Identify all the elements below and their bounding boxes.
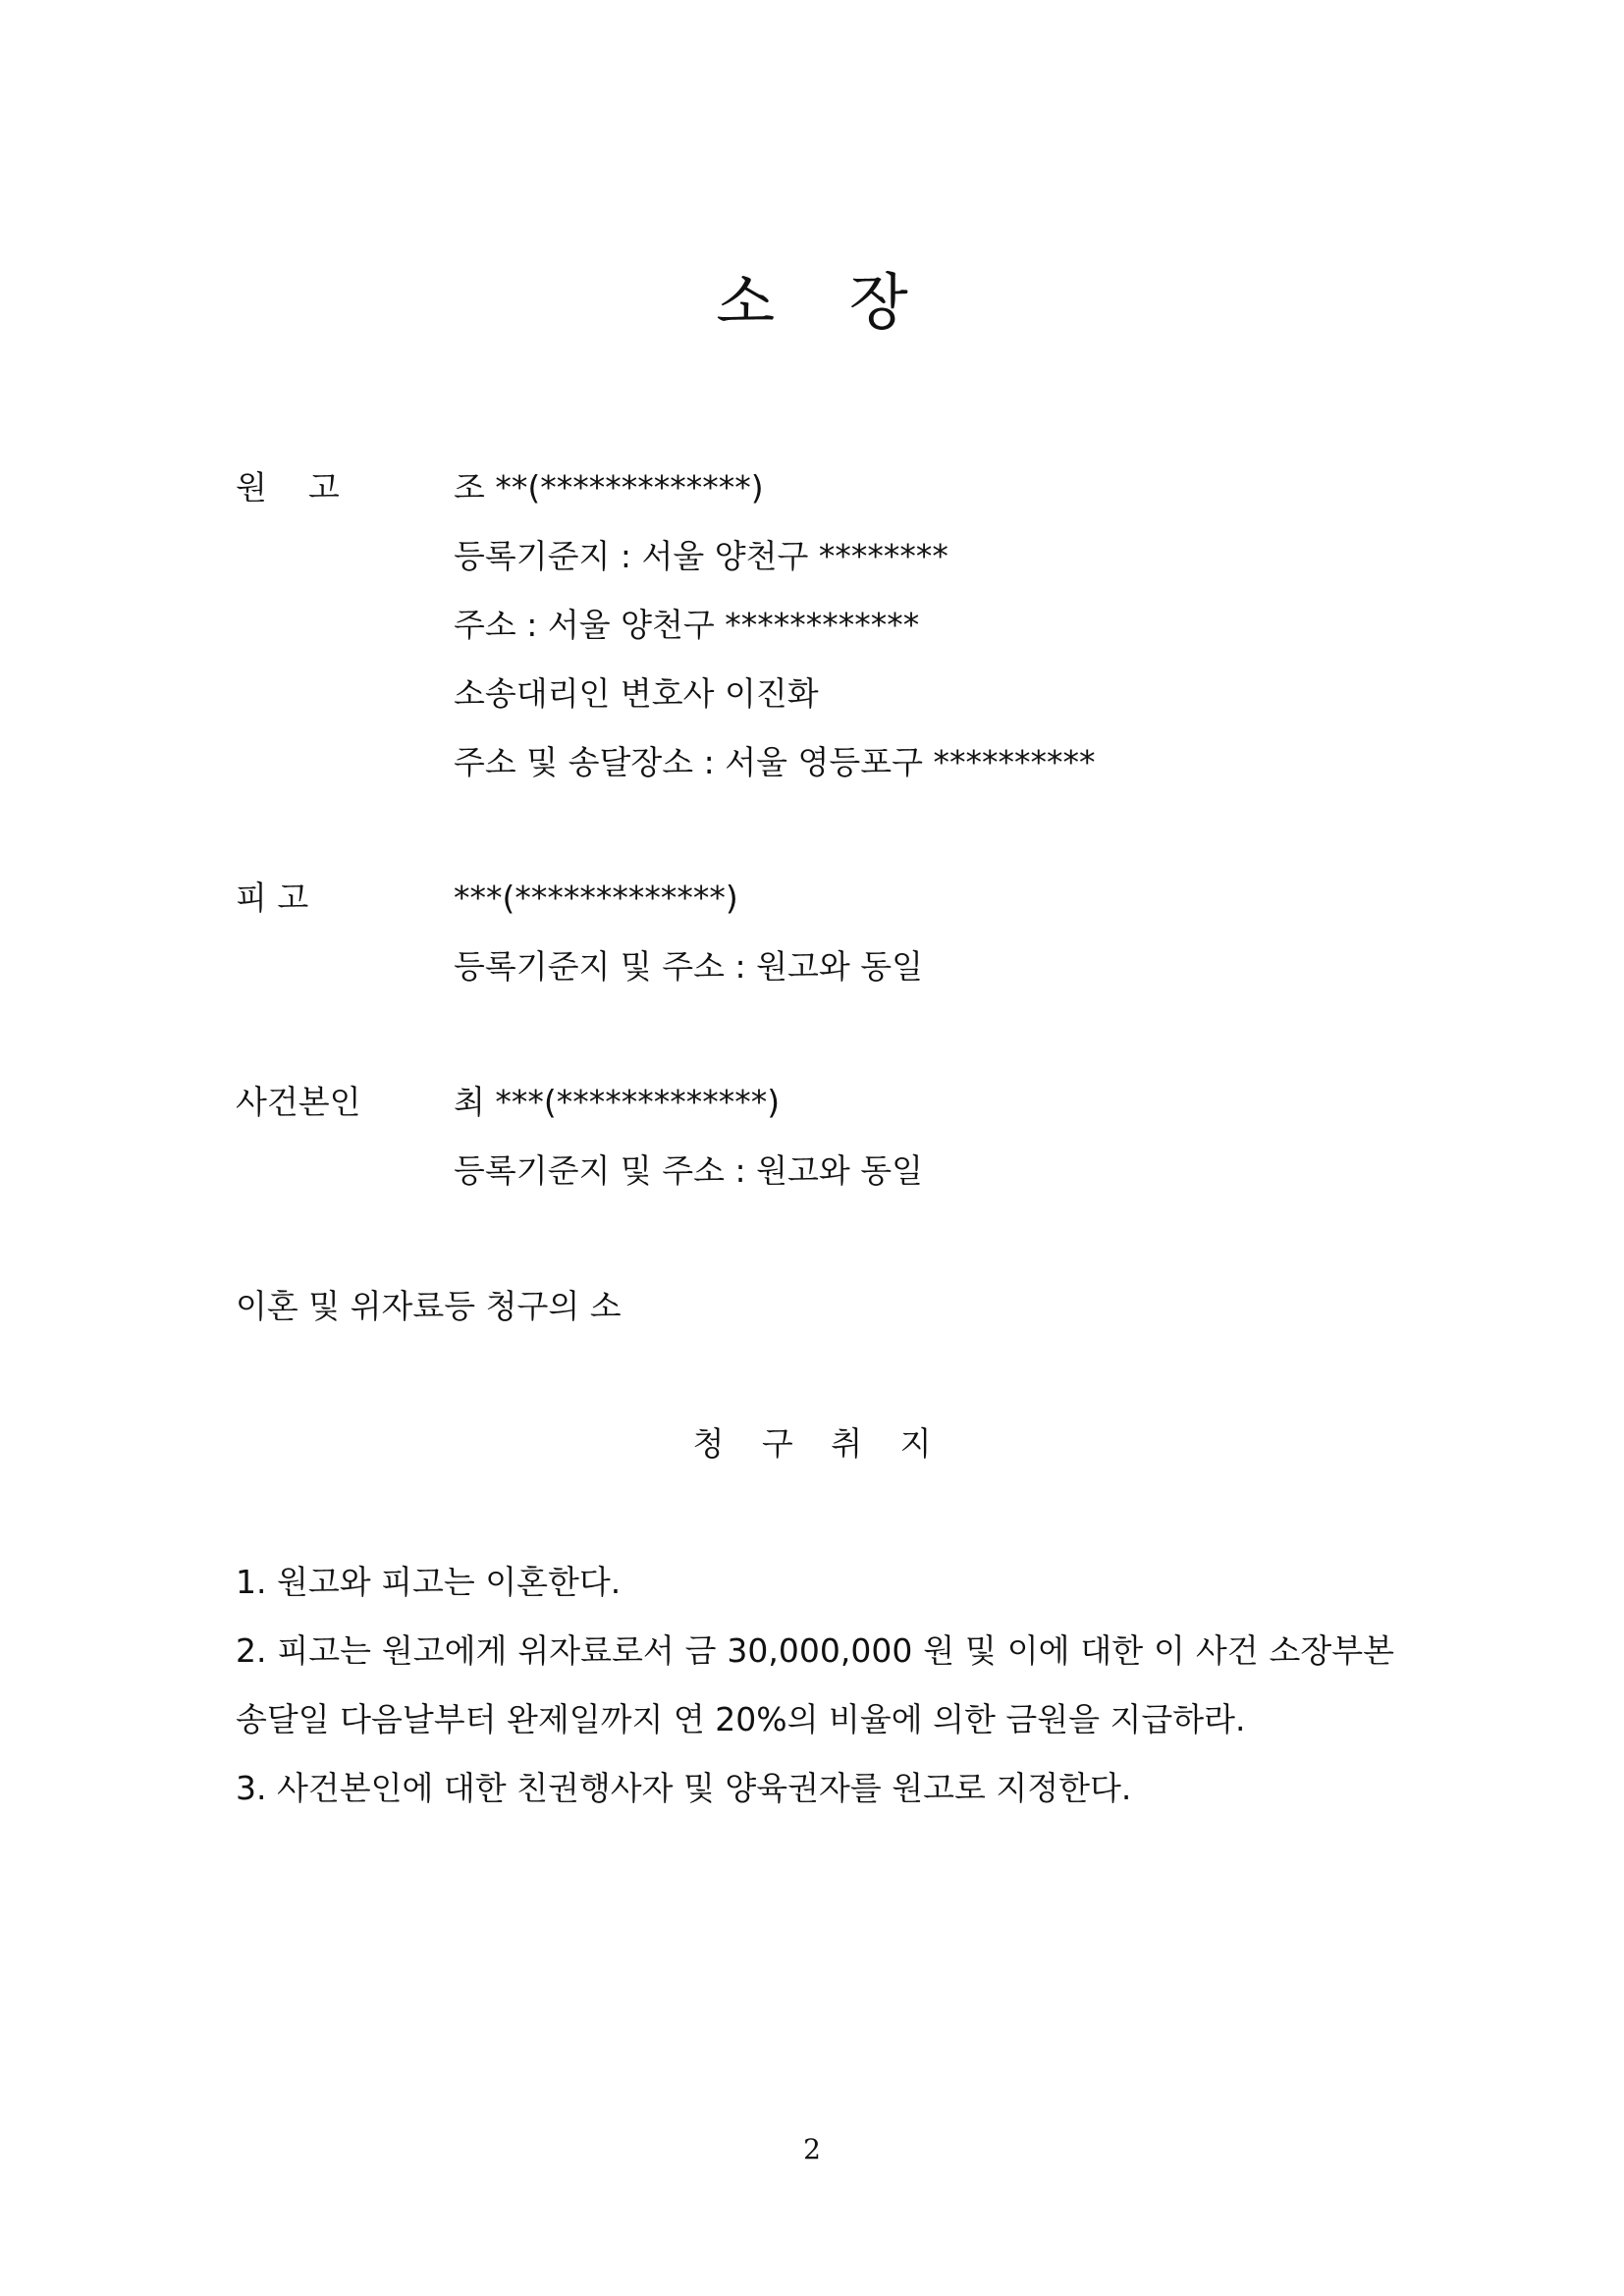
party-line: 등록기준지 및 주소 : 원고와 동일: [454, 947, 923, 986]
party-line: 주소 및 송달장소 : 서울 영등포구 **********: [454, 743, 1096, 781]
party-role-subject: 사건본인: [236, 1083, 361, 1121]
party-role-plaintiff: 원 고: [236, 468, 340, 507]
party-details-subject: [454, 1068, 923, 1205]
claim-item: 2. 피고는 원고에게 위자료로서 금 30,000,000 원 및 이에 대한 이 사건 소장부본 송달일 다음날부터 완제일까지 연 20%의 비율에 의한 금원을 지급하라.: [236, 1631, 1394, 1738]
party-role-defendant: 피 고: [236, 879, 309, 917]
party-details-plaintiff: [454, 454, 1095, 797]
party-line: 최 ***(*************): [454, 1083, 781, 1121]
party-line: 주소 : 서울 양천구 ************: [454, 606, 920, 644]
party-details-defendant: [454, 864, 923, 1001]
case-name: 이혼 및 위자료등 청구의 소: [236, 1287, 622, 1325]
party-line: ***(*************): [454, 879, 738, 917]
claims-heading: 청 구 취 지: [692, 1424, 946, 1463]
claim-item: 3. 사건본인에 대한 친권행사자 및 양육권자를 원고로 지정한다.: [236, 1769, 1132, 1807]
claim-item: 1. 원고와 피고는 이혼한다.: [236, 1563, 622, 1601]
party-line: 등록기준지 및 주소 : 원고와 동일: [454, 1151, 923, 1190]
party-line: 등록기준지 : 서울 양천구 ********: [454, 537, 948, 575]
party-line: 소송대리인 변호사 이진화: [454, 674, 819, 713]
page-number: 2: [803, 2133, 821, 2165]
document-title: 소 장: [716, 266, 936, 338]
party-line: 조 **(*************): [454, 468, 764, 507]
claims-list: [236, 1548, 1394, 1823]
